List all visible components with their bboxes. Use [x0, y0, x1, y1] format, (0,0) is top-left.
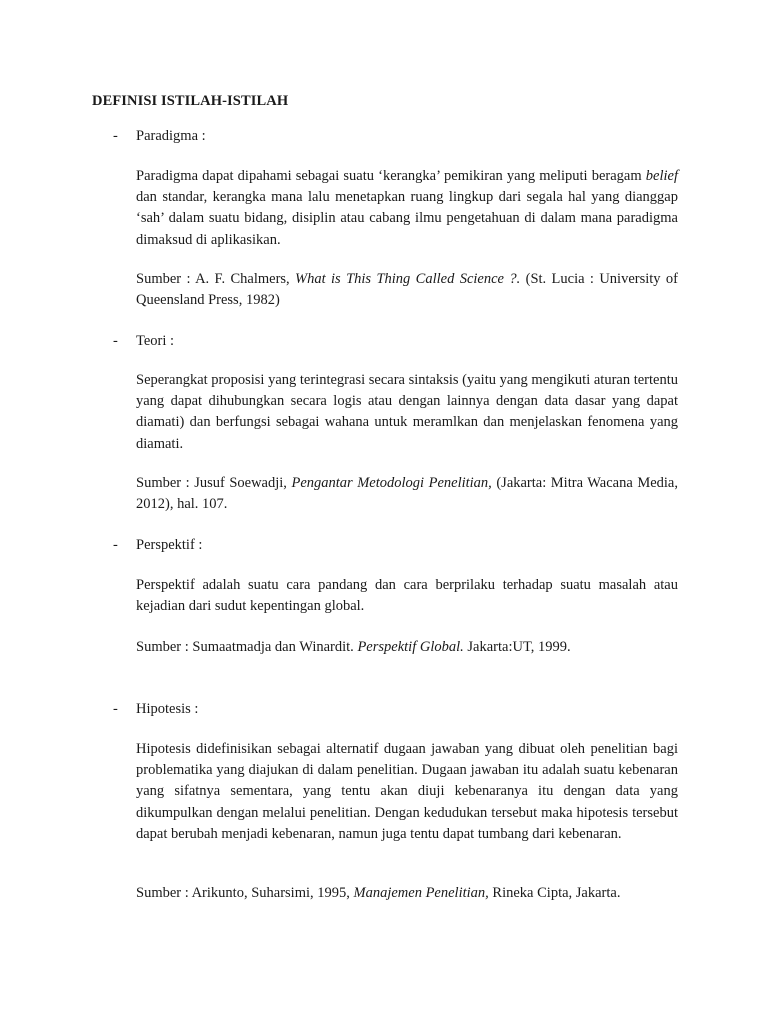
source-perspektif: Sumber : Sumaatmadja dan Winardit. Perspektif Global. Jakarta:UT, 1999. [136, 639, 571, 655]
definition-hipotesis: Hipotesis didefinisikan sebagai alternatif dugaan jawaban yang dibuat oleh penelitian bagi problematika yang diajukan di dalam penelitian. Dugaan jawaban itu adalah suatu kebenaran yang sifatnya sementara, yang tentu akan diuji kebenaranya itu dengan data yang dikumpulkan dengan melalui penelitian. Dengan kedudukan tersebut maka hipotesis tersebut dapat berubah menjadi kebenaran, namun juga tentu dapat tumbang dari kebenaran. [136, 741, 678, 842]
term-paradigma: Paradigma : [136, 128, 206, 144]
source-teori: Sumber : Jusuf Soewadji, Pengantar Metodologi Penelitian, (Jakarta: Mitra Wacana Media, 2012), hal. 107. [136, 475, 678, 513]
definition-perspektif: Perspektif adalah suatu cara pandang dan cara berprilaku terhadap suatu masalah atau kejadian dari sudut kepentingan global. [136, 577, 678, 615]
definition-teori: Seperangkat proposisi yang terintegrasi secara sintaksis (yaitu yang mengikuti aturan tertentu yang dapat dihubungkan secara logis atau dengan lainnya dengan data dasar yang dapat diamati) dan berfungsi sebagai wahana untuk meramlkan dan menjelaskan fenomena yang diamati. [136, 372, 678, 452]
bullet-dash: - [113, 128, 118, 144]
source-hipotesis: Sumber : Arikunto, Suharsimi, 1995, Manajemen Penelitian, Rineka Cipta, Jakarta. [136, 885, 621, 901]
source-title: What is This Thing Called Science ?. [295, 271, 521, 287]
term-perspektif: Perspektif : [136, 537, 203, 553]
source-paradigma: Sumber : A. F. Chalmers, What is This Thing Called Science ?. (St. Lucia : University of Queensland Press, 1982) [136, 271, 678, 309]
term-teori: Teori : [136, 333, 175, 349]
source-title: Perspektif Global. [357, 639, 464, 655]
document-title: DEFINISI ISTILAH-ISTILAH [92, 93, 289, 109]
definition-paradigma: Paradigma dapat dipahami sebagai suatu ‘kerangka’ pemikiran yang meliputi beragam belief dan standar, kerangka mana lalu menetapkan ruang lingkup dari segala hal yang dianggap ‘sah’ dalam suatu bidang, disiplin atau cabang ilmu pengetahuan di dalam mana paradigma dimaksud di aplikasikan. [136, 168, 678, 248]
source-title: Manajemen Penelitian, [353, 885, 489, 901]
bullet-dash: - [113, 333, 118, 349]
term-hipotesis: Hipotesis : [136, 701, 199, 717]
source-title: Pengantar Metodologi Penelitian, [291, 475, 492, 491]
bullet-dash: - [113, 537, 118, 553]
bullet-dash: - [113, 701, 118, 717]
italic-term: belief [645, 168, 678, 184]
